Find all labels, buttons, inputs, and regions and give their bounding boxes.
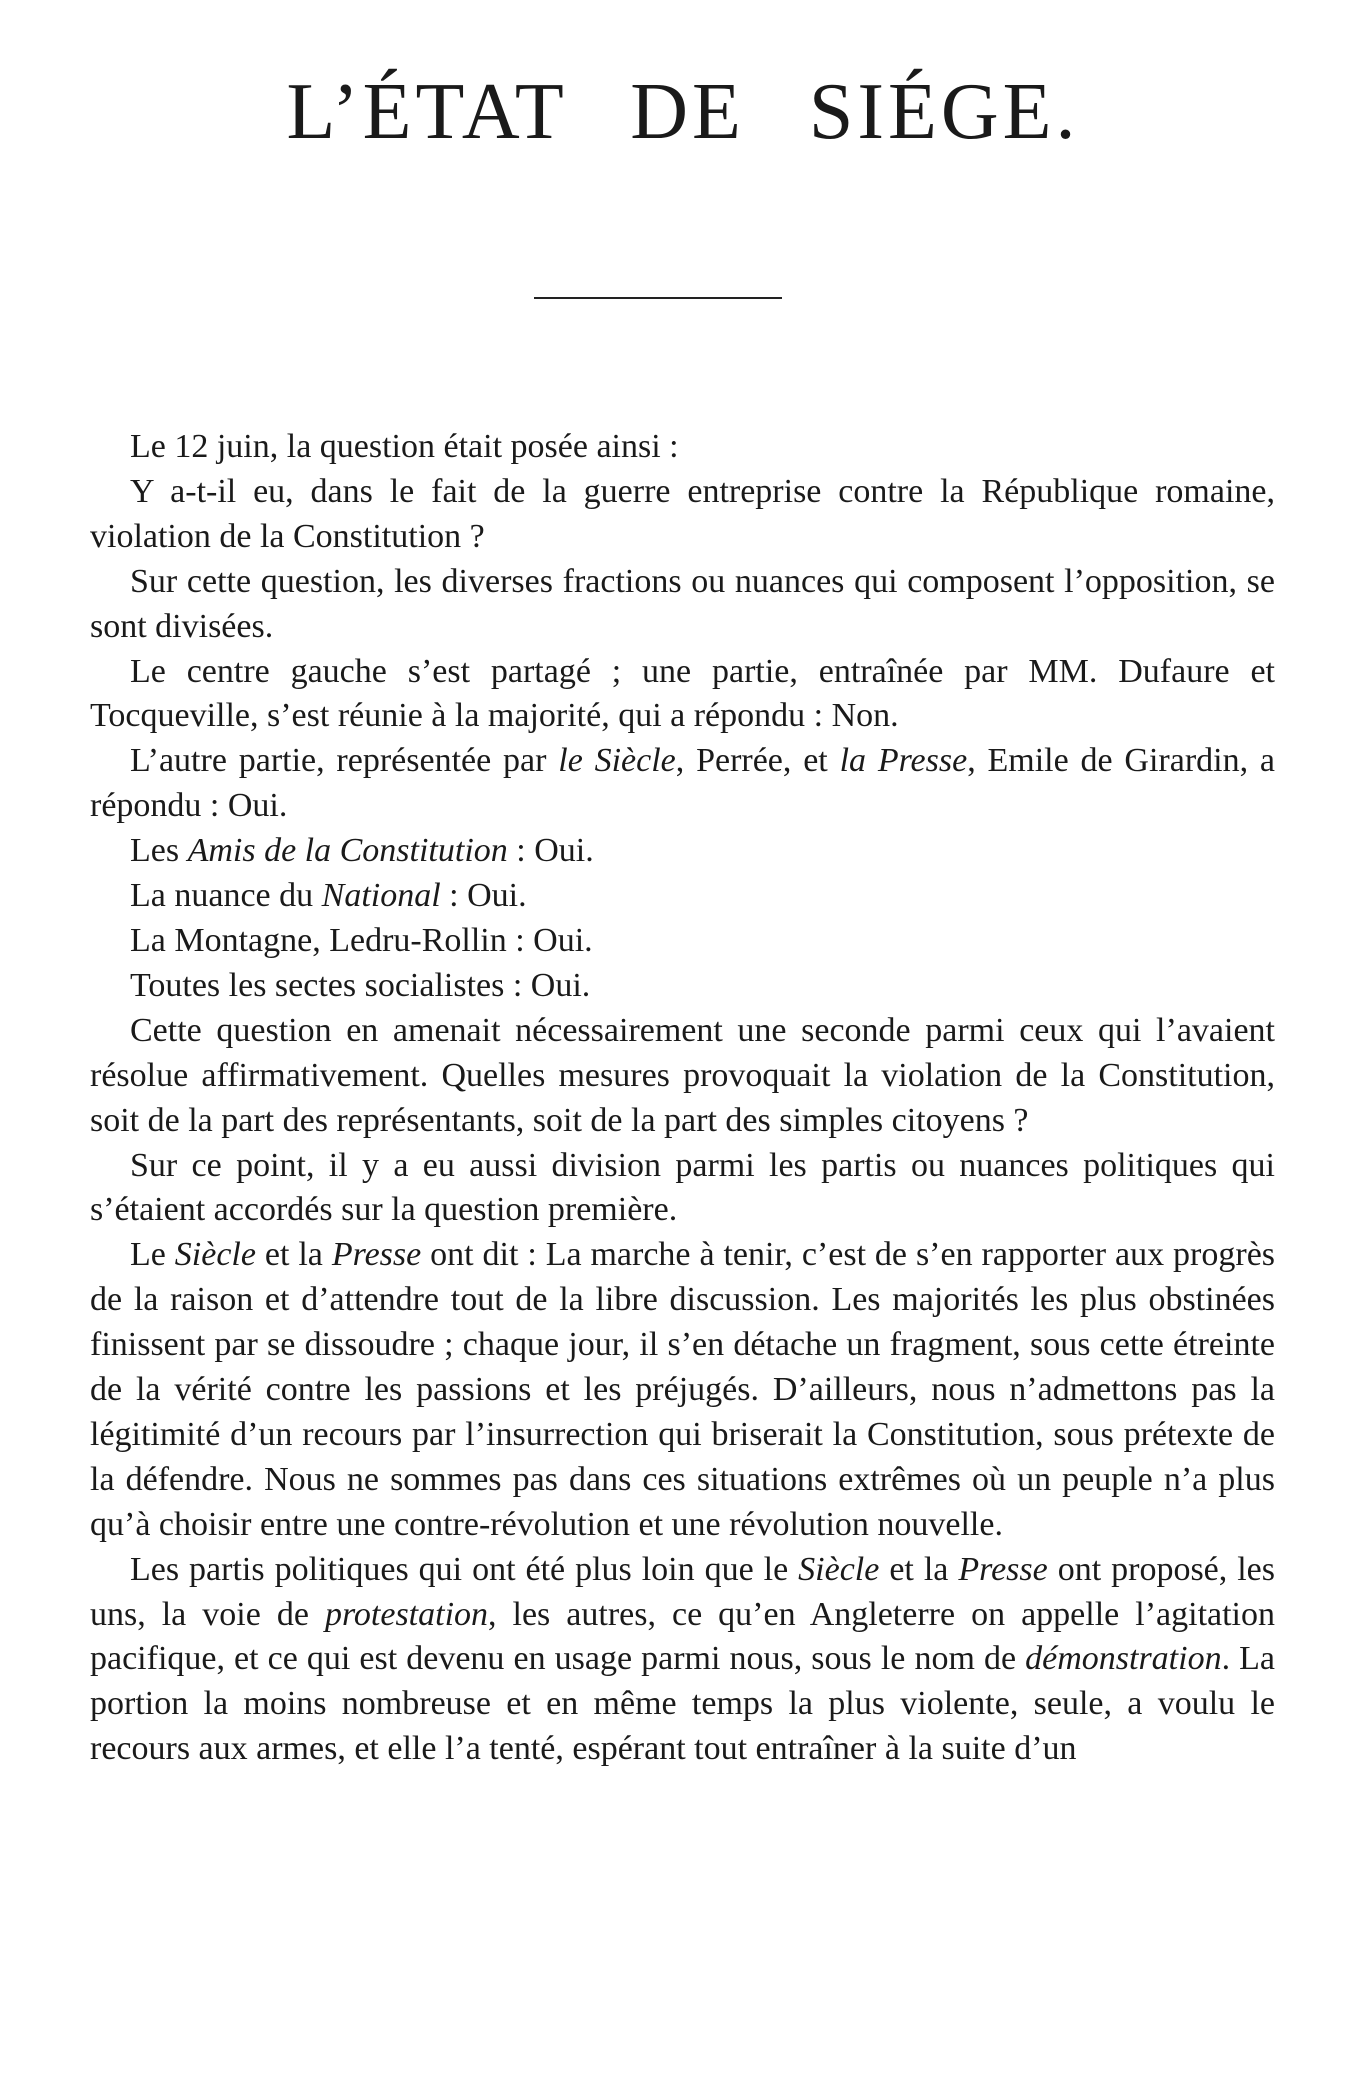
italic-run: National [321,877,441,915]
paragraph [90,1548,1275,1773]
paragraph [90,829,1275,874]
text-run: La nuance du [130,877,322,915]
italic-run: Presse [331,1236,422,1274]
paragraph [90,739,1275,829]
text-run: , les autres, ce qu’en Angleterre on appelle l’agitation pacifique, et ce qui est devenu en usage parmi nous, sous le nom de [90,1595,1276,1678]
italic-run: Amis de la Constitution [187,832,508,870]
italic-run: la Presse [839,742,968,780]
italic-run: démonstration [1025,1640,1222,1678]
text-run: Les partis politiques qui ont été plus loin que le [130,1550,799,1588]
paragraph: Sur cette question, les diverses fractions ou nuances qui composent l’opposition, se sont divisées. [90,562,1275,645]
italic-run: Presse [958,1550,1048,1588]
text-run: , Perrée, et [675,742,840,780]
text-run: Les [130,832,188,870]
page-title: L’ÉTAT DE SIÉGE. [286,68,1080,156]
italic-run: Siècle [174,1236,256,1274]
italic-run: protestation [324,1595,489,1633]
text-run: ont dit : La marche à tenir, c’est de s’en rapporter aux progrès de la raison et d’attendre tout de la libre discussion. Les majorités les plus obstinées finissent par se dissoudre ; chaque jour, il s’en détache un fragment, sous cette étreinte de la vérité contre les passions et les préjugés. D’ailleurs, nous n’admettons pas la légitimité d’un recours par l’insurrection qui briserait la Constitution, sous prétexte de la défendre. Nous ne sommes pas dans ces situations extrêmes où un peuple n’a plus qu’à choisir entre une contre-révolution et une révolution nouvelle. [90,1236,1276,1543]
text-run: ont proposé, les uns, la voie de [90,1550,1276,1633]
paragraph: Toutes les sectes socialistes : Oui. [130,966,591,1004]
text-run: . La portion la moins nombreuse et en même temps la plus violente, seule, a voulu le recours aux armes, et elle l’a tenté, espérant tout entraîner à la suite d’un [90,1640,1276,1768]
paragraph: Cette question en amenait nécessairement une seconde parmi ceux qui l’avaient résolue affirmativement. Quelles mesures provoquait la violation de la Constitution, soit de la part des représentants, soit de la part des simples citoyens ? [90,1011,1275,1139]
text-run: et la [879,1550,959,1588]
body-text [90,425,1275,1772]
paragraph: Le centre gauche s’est partagé ; une partie, entraînée par MM. Dufaure et Tocqueville, s’est réunie à la majorité, qui a répondu : Non. [90,652,1275,735]
paragraph [90,874,1275,919]
text-run: : Oui. [507,832,594,870]
paragraph [90,1233,1275,1547]
text-run: : Oui. [440,877,527,915]
paragraph: Y a-t-il eu, dans le fait de la guerre entreprise contre la République romaine, violation de la Constitution ? [90,472,1275,555]
paragraph: Sur ce point, il y a eu aussi division parmi les partis ou nuances politiques qui s’étaient accordés sur la question première. [90,1146,1275,1229]
text-run: , Emile de Girardin, a répondu : Oui. [90,742,1275,825]
text-run: L’autre partie, représentée par [130,742,559,780]
text-run: Le [130,1236,175,1274]
italic-run: Siècle [798,1550,880,1588]
italic-run: le Siècle [558,742,676,780]
paragraph: Le 12 juin, la question était posée ainsi : [130,428,679,465]
paragraph: La Montagne, Ledru-Rollin : Oui. [130,921,593,959]
title-divider [534,297,782,299]
text-run: et la [255,1236,332,1274]
